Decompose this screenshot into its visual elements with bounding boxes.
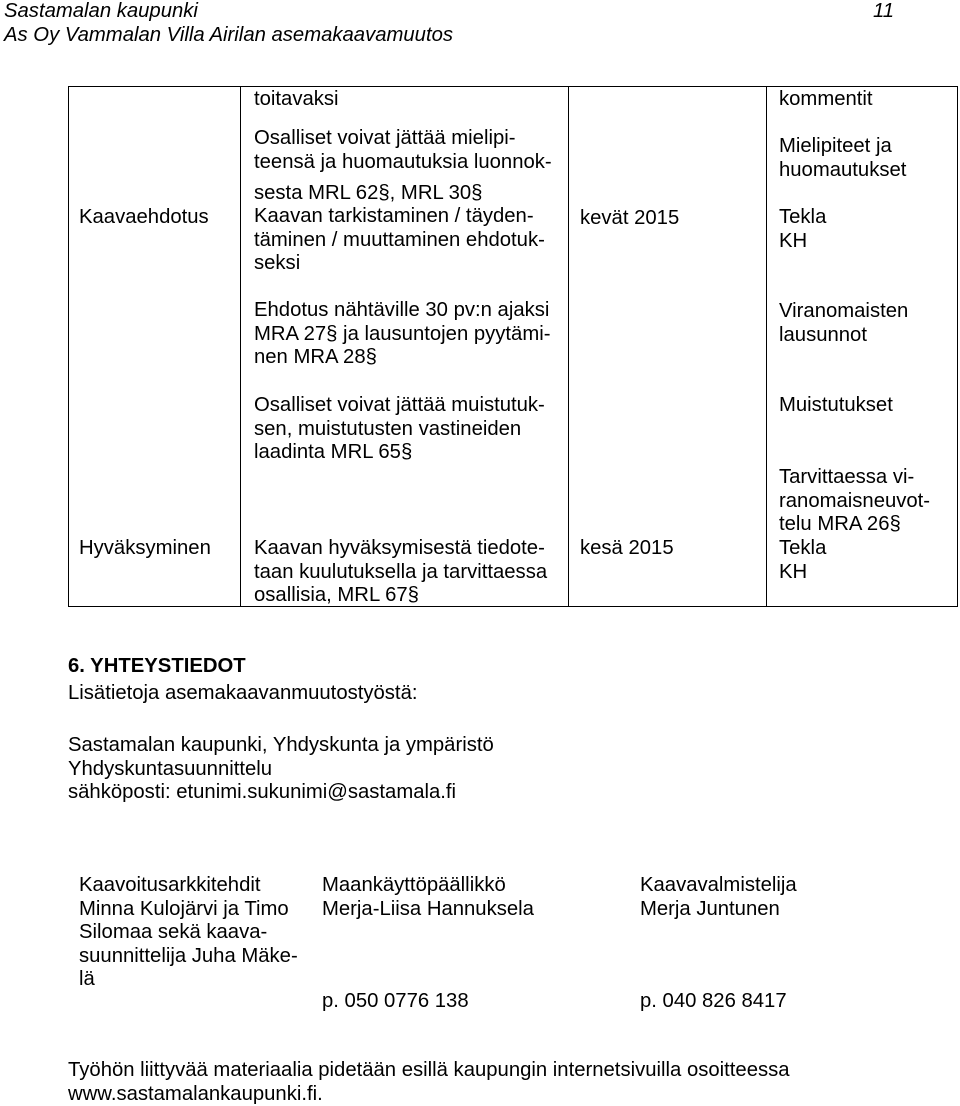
action-text-line: Osalliset voivat jättää muistutuk- [254,394,545,416]
action-item [254,205,545,276]
action-text-line: Ehdotus nähtäville 30 pv:n ajaksi [254,299,550,321]
comment-item [779,300,908,347]
office-name: Sastamalan kaupunki, Yhdyskunta ja ympäristö [68,734,494,756]
contact-title: Kaavavalmistelija [640,874,797,896]
footer-website: www.sastamalankaupunki.fi. [68,1082,323,1105]
phase-label: Hyväksyminen [79,537,211,559]
contact-person [322,874,534,921]
comment-text-line: Viranomaisten [779,300,909,322]
header-organization: Sastamalan kaupunki [4,0,198,22]
action-text-line: taan kuulutuksella ja tarvittaessa [254,560,548,583]
contact-name-line: lä [79,968,95,990]
contacts-intro: Lisätietoja asemakaavanmuutostyöstä: [68,682,418,704]
action-item [254,88,339,112]
contact-name-line: Minna Kulojärvi ja Timo [79,897,289,920]
page-number: 11 [873,0,895,22]
contact-name-line: Merja Juntunen [640,897,780,920]
action-text-line: osallisia, MRL 67§ [254,584,419,606]
action-text-line: sesta MRL 62§, MRL 30§ [254,182,483,204]
contact-name-line: suunnittelija Juha Mäke- [79,944,298,967]
comment-item [779,466,930,537]
comment-text-line: ranomaisneuvot- [779,489,931,512]
contact-phone: p. 050 0776 138 [322,990,469,1012]
footer-text: Työhön liittyvää materiaalia pidetään esillä kaupungin internetsivuilla osoitteessa [68,1059,790,1081]
contact-person [79,874,298,992]
comment-text-line: Tekla [779,206,827,228]
contact-person [640,874,797,921]
comment-item [779,206,826,253]
footer-note [68,1059,790,1106]
action-text-line: MRA 27§ ja lausuntojen pyytämi- [254,322,551,345]
comment-text-line: Tarvittaessa vi- [779,466,915,488]
action-text-line: toitavaksi [254,88,339,110]
schedule-time: kevät 2015 [580,207,680,229]
action-text-line: Kaavan tarkistaminen / täyden- [254,205,534,227]
contact-phone: p. 040 826 8417 [640,990,787,1012]
action-text-line: laadinta MRL 65§ [254,441,413,463]
contact-name-line: Silomaa sekä kaava- [79,921,268,943]
column-divider [240,86,241,607]
contact-title: Maankäyttöpäällikkö [322,874,506,896]
action-item [254,127,552,206]
comment-text-line: Mielipiteet ja [779,135,892,157]
phase-label: Kaavaehdotus [79,206,209,228]
comment-text-line: kommentit [779,88,873,110]
action-item [254,537,547,608]
comment-text-line: telu MRA 26§ [779,513,901,535]
action-item [254,394,545,465]
schedule-time: kesä 2015 [580,537,674,559]
action-text-line: nen MRA 28§ [254,346,377,368]
action-text-line: Kaavan hyväksymisestä tiedote- [254,537,545,559]
section-heading: 6. YHTEYSTIEDOT [68,655,246,677]
comment-text-line: Muistutukset [779,394,893,416]
column-divider [568,86,569,607]
comment-text-line: huomautukset [779,158,907,181]
comment-item [779,394,893,418]
office-unit: Yhdyskuntasuunnittelu [68,757,273,780]
comment-text-line: Tekla [779,537,827,559]
document-title: As Oy Vammalan Villa Airilan asemakaavamuutos [4,24,454,46]
office-contact-block [68,734,494,805]
comment-item [779,537,826,584]
comment-text-line: KH [779,229,808,252]
comment-item [779,88,873,112]
office-email: sähköposti: etunimi.sukunimi@sastamala.fi [68,781,457,803]
action-item [254,299,550,370]
contact-title: Kaavoitusarkkitehdit [79,874,261,896]
contact-name-line: Merja-Liisa Hannuksela [322,897,534,920]
action-text-line: Osalliset voivat jättää mielipi- [254,127,516,149]
action-text-line: sen, muistutusten vastineiden [254,417,522,440]
action-text-line: täminen / muuttaminen ehdotuk- [254,228,545,251]
column-divider [766,86,767,607]
action-text-line: seksi [254,252,301,274]
action-text-line: teensä ja huomautuksia luonnok- [254,150,552,173]
comment-text-line: lausunnot [779,323,867,346]
comment-text-line: KH [779,560,808,583]
comment-item [779,135,906,182]
